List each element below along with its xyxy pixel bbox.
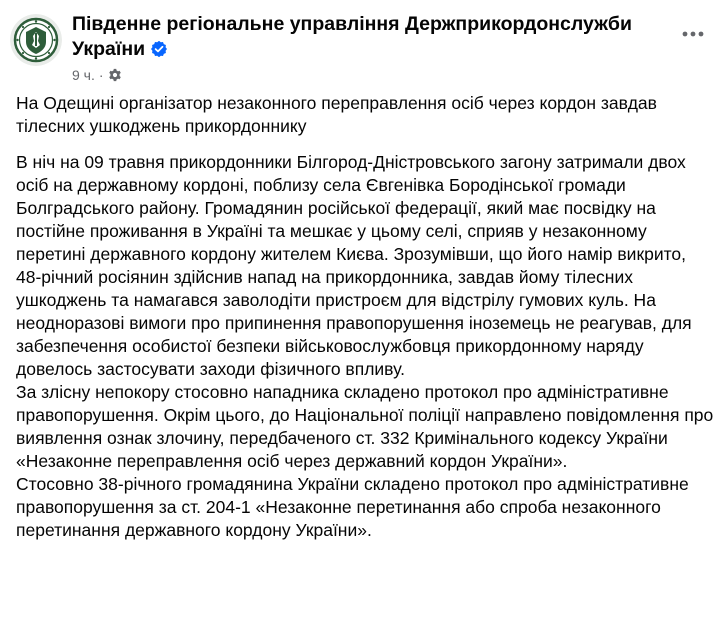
post-timestamp[interactable]: 9 ч. — [72, 67, 95, 83]
post-headline: На Одещині організатор незаконного переправлення осіб через кордон завдав тілесних ушкоджень прикордоннику — [16, 93, 662, 136]
verified-badge-icon — [151, 41, 167, 57]
page-name-link[interactable] — [72, 12, 652, 62]
meta-separator: · — [98, 67, 104, 83]
gear-icon[interactable] — [108, 68, 122, 82]
post-header — [10, 8, 715, 86]
page-avatar[interactable] — [10, 14, 62, 66]
post-meta — [72, 66, 122, 84]
post-paragraph-2: За злісну непокору стосовно нападника складено протокол про адміністративне правопорушення. Окрім цього, до Національної поліції направлено повідомлення про виявлення ознак злочину, передбаченого ст. 332 Кримінального кодексу України «Незаконне переправлення осіб через державний кордон України». — [16, 382, 719, 471]
post-body — [16, 92, 719, 542]
border-guard-emblem-icon — [10, 14, 62, 66]
page-name-text: Південне регіональне управління Держприкордонслужби України — [72, 13, 632, 60]
post-paragraph-1: В ніч на 09 травня прикордонники Білгород-Дністровського загону затримали двох осіб на державному кордоні, поблизу села Євгенівка Бородінської громади Болградського району. Громадянин російської федерації, який має посвідку на постійне проживання в Україні та мешкає у цьому селі, сприяв у незаконному перетині державного кордону жителем Києва. Зрозумівши, що його намір викрито, 48-річний росіянин здійснив напад на прикордонника, завдав йому тілесних ушкоджень та намагався заволодіти пристроєм для відстрілу гумових куль. На неодноразові вимоги про припинення правопорушення іноземець не реагував, для забезпечення особистої безпеки військовослужбовця прикордонному наряду довелось застосувати заходи фізичного впливу. — [16, 152, 697, 379]
post-paragraph-3: Стосовно 38-річного громадянина України складено протокол про адміністративне правопорушення за ст. 204-1 «Незаконне перетинання або спроба незаконного перетинання державного кордону України». — [16, 474, 694, 540]
more-dots-icon — [681, 30, 705, 38]
more-options-button[interactable] — [677, 22, 709, 46]
